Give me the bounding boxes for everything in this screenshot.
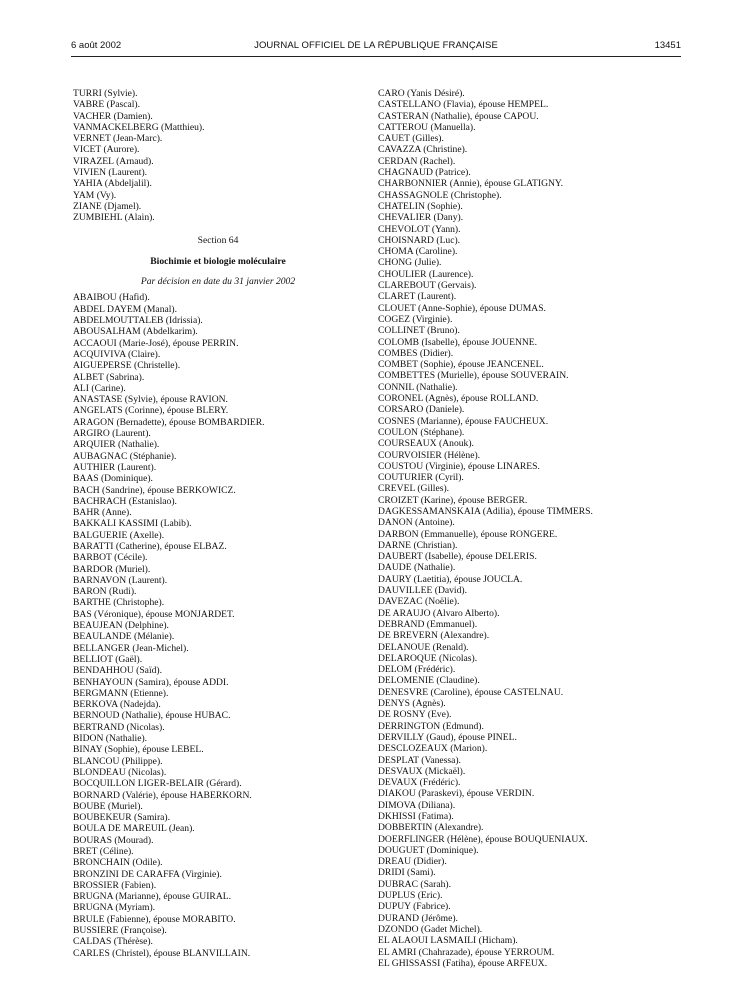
- name-entry: BERTRAND (Nicolas).: [73, 721, 165, 733]
- name-entry: BELLANGER (Jean-Michel).: [73, 642, 189, 654]
- decision-gap: [73, 267, 363, 276]
- name-entry: ARGIRO (Laurent).: [73, 428, 151, 440]
- name-entry: BRET (Céline).: [73, 846, 134, 857]
- name-entry: CHEVOLOT (Yann).: [378, 223, 461, 235]
- name-entry: COUSTOU (Virginie), épouse LINARES.: [378, 460, 540, 472]
- name-entry: CARO (Yanis Désiré).: [378, 88, 465, 99]
- name-entry: BERKOVA (Nadejda).: [73, 699, 161, 711]
- name-entry: DAUBERT (Isabelle), épouse DELERIS.: [378, 551, 537, 563]
- name-entry: DERVILLY (Gaud), épouse PINEL.: [378, 731, 517, 743]
- page-number: 13451: [654, 40, 681, 51]
- previous-section-name-list: [73, 88, 363, 224]
- name-entry: BARNAVON (Laurent).: [73, 574, 168, 586]
- section-title: Section 64: [197, 234, 239, 246]
- name-entry: TURRI (Sylvie).: [73, 88, 138, 99]
- name-entry: DELOM (Frédéric).: [378, 664, 456, 676]
- name-entry: CERDAN (Rachel).: [378, 155, 456, 167]
- name-entry: BOCQUILLON LIGER-BELAIR (Gérard).: [73, 778, 242, 790]
- name-entry: DAUVILLEE (David).: [378, 585, 467, 597]
- name-entry: BRULE (Fabienne), épouse MORABITO.: [73, 913, 236, 925]
- name-entry: VERNET (Jean-Marc).: [73, 133, 163, 145]
- section-subtitle: Biochimie et biologie moléculaire: [150, 255, 286, 267]
- name-entry: COMBET (Sophie), épouse JEANCENEL.: [378, 359, 544, 371]
- name-entry: COULON (Stéphane).: [378, 426, 465, 438]
- name-entry: ZUMBIEHL (Alain).: [73, 212, 155, 224]
- name-entry: CLOUET (Anne-Sophie), épouse DUMAS.: [378, 302, 546, 314]
- name-entry: DESVAUX (Mickaël).: [378, 765, 466, 777]
- name-entry: BRONZINI DE CARAFFA (Virginie).: [73, 868, 222, 880]
- name-entry: COMBETTES (Murielle), épouse SOUVERAIN.: [378, 370, 569, 382]
- subtitle-gap: [73, 246, 363, 256]
- decision-date: Par décision en date du 31 janvier 2002: [140, 276, 296, 288]
- name-entry: BLANCOU (Philippe).: [73, 755, 163, 767]
- name-entry: DERRINGTON (Edmund).: [378, 720, 484, 732]
- name-entry: ALBET (Sabrina).: [73, 371, 145, 383]
- name-entry: DE BREVERN (Alexandre).: [378, 630, 490, 642]
- name-entry: COURVOISIER (Hélène).: [378, 449, 481, 461]
- name-entry: BENDAHHOU (Saïd).: [73, 665, 162, 677]
- name-entry: BALGUERIE (Axelle).: [73, 529, 165, 541]
- name-entry: CAUET (Gilles).: [378, 133, 444, 145]
- name-entry: DEVAUX (Frédéric).: [378, 777, 461, 789]
- name-entry: DELOMENIE (Claudine).: [378, 675, 480, 687]
- header-rule: [71, 56, 681, 57]
- name-entry: ABOUSALHAM (Abdelkarim).: [73, 326, 198, 338]
- name-entry: BAKKALI KASSIMI (Labib).: [73, 518, 192, 530]
- name-entry: VICET (Aurore).: [73, 144, 140, 156]
- name-entry: DAURY (Laetitia), épouse JOUCLA.: [378, 573, 523, 585]
- name-entry: ABAIBOU (Hafid).: [73, 292, 150, 304]
- name-entry: ZIANE (Djamel).: [73, 200, 142, 212]
- name-entry: CHAGNAUD (Patrice).: [378, 167, 471, 179]
- page-header: [71, 40, 681, 54]
- left-column: [73, 88, 363, 959]
- name-entry: CHONG (Julie).: [378, 257, 442, 269]
- name-entry: BARDOR (Muriel).: [73, 563, 151, 575]
- name-entry: CORSARO (Daniele).: [378, 404, 465, 416]
- name-entry: VABRE (Pascal).: [73, 99, 140, 111]
- name-entry: DAUDE (Nathalie).: [378, 562, 456, 574]
- name-entry: VIRAZEL (Arnaud).: [73, 155, 154, 167]
- name-entry: DANON (Antoine).: [378, 517, 455, 529]
- name-entry: BIDON (Nathalie).: [73, 733, 148, 745]
- name-entry: ANASTASE (Sylvie), épouse RAVION.: [73, 394, 228, 406]
- name-entry: DE ROSNY (Eve).: [378, 709, 452, 721]
- name-entry: BARON (Rudi).: [73, 586, 137, 598]
- name-entry: DAGKESSAMANSKAIA (Adilia), épouse TIMMERS.: [378, 505, 593, 517]
- section-64-name-list: [73, 292, 363, 959]
- name-entry: BAS (Véronique), épouse MONJARDET.: [73, 608, 235, 620]
- name-entry: EL GHISSASSI (Fatiha), épouse ARFEUX.: [378, 957, 548, 969]
- name-entry: COGEZ (Virginie).: [378, 313, 453, 325]
- name-entry: BOULA DE MAREUIL (Jean).: [73, 823, 195, 835]
- name-entry: COMBES (Didier).: [378, 347, 454, 359]
- name-entry: VACHER (Damien).: [73, 110, 153, 122]
- name-entry: EL AMRI (Chahrazade), épouse YERROUM.: [378, 946, 555, 958]
- name-entry: CHOMA (Caroline).: [378, 246, 458, 258]
- name-entry: BUSSIERE (Françoise).: [73, 925, 167, 937]
- name-entry: CROIZET (Karine), épouse BERGER.: [378, 494, 528, 506]
- name-entry: DUPLUS (Eric).: [378, 890, 443, 902]
- name-entry: BERNOUD (Nathalie), épouse HUBAC.: [73, 710, 231, 722]
- name-entry: COLOMB (Isabelle), épouse JOUENNE.: [378, 336, 538, 348]
- journal-title: JOURNAL OFFICIEL DE LA RÉPUBLIQUE FRANÇAISE: [254, 40, 498, 51]
- name-entry: ARQUIER (Nathalie).: [73, 439, 160, 451]
- name-entry: DZONDO (Gadet Michel).: [378, 923, 483, 935]
- name-entry: DUBRAC (Sarah).: [378, 878, 452, 890]
- name-entry: BEAUJEAN (Delphine).: [73, 620, 169, 632]
- name-entry: VANMACKELBERG (Matthieu).: [73, 121, 205, 133]
- name-entry: ALI (Carine).: [73, 382, 126, 394]
- name-entry: COSNES (Marianne), épouse FAUCHEUX.: [378, 415, 549, 427]
- name-entry: ARAGON (Bernadette), épouse BOMBARDIER.: [73, 416, 265, 428]
- name-entry: BOUBEKEUR (Samira).: [73, 812, 170, 824]
- name-entry: DENYS (Agnès).: [378, 698, 446, 710]
- name-entry: DARNE (Christian).: [378, 539, 458, 551]
- name-entry: BOURAS (Mourad).: [73, 834, 154, 846]
- name-entry: COURSEAUX (Anouk).: [378, 438, 474, 450]
- name-entry: BRUGNA (Marianne), épouse GUIRAL.: [73, 891, 232, 903]
- name-entry: EL ALAOUI LASMAILI (Hicham).: [378, 935, 518, 947]
- name-entry: CASTELLANO (Flavia), épouse HEMPEL.: [378, 99, 549, 111]
- name-entry: DELAROQUE (Nicolas).: [378, 652, 478, 664]
- name-entry: DESPLAT (Vanessa).: [378, 754, 461, 766]
- name-entry: CHOISNARD (Luc).: [378, 234, 461, 246]
- name-entry: DOUGUET (Dominique).: [378, 844, 479, 856]
- name-entry: BLONDEAU (Nicolas).: [73, 766, 167, 778]
- name-entry: BINAY (Sophie), épouse LEBEL.: [73, 744, 204, 756]
- name-entry: CARLES (Christel), épouse BLANVILLAIN.: [73, 947, 251, 959]
- name-entry: DESCLOZEAUX (Marion).: [378, 743, 488, 755]
- name-entry: CHOULIER (Laurence).: [378, 268, 474, 280]
- name-entry: YAM (Vy).: [73, 189, 117, 201]
- name-entry: BROSSIER (Fabien).: [73, 879, 157, 891]
- name-entry: BARTHE (Christophe).: [73, 597, 165, 609]
- name-entry: DRIDI (Sami).: [378, 867, 436, 879]
- name-entry: COUTURIER (Cyril).: [378, 472, 464, 484]
- name-entry: DUPUY (Fabrice).: [378, 901, 451, 913]
- name-entry: DENESVRE (Caroline), épouse CASTELNAU.: [378, 686, 564, 698]
- name-entry: BRONCHAIN (Odile).: [73, 857, 163, 869]
- name-entry: CASTERAN (Nathalie), épouse CAPOU.: [378, 110, 539, 122]
- name-entry: BACHRACH (Estanislao).: [73, 495, 177, 507]
- name-entry: BARATTI (Catherine), épouse ELBAZ.: [73, 540, 227, 552]
- name-entry: DEBRAND (Emmanuel).: [378, 618, 478, 630]
- name-entry: VIVIEN (Laurent).: [73, 167, 148, 179]
- name-entry: DREAU (Didier).: [378, 856, 447, 868]
- name-entry: DARBON (Emmanuelle), épouse RONGERE.: [378, 528, 558, 540]
- name-entry: DAVEZAC (Noëlie).: [378, 596, 460, 608]
- header-date: 6 août 2002: [71, 40, 122, 51]
- name-entry: ABDEL DAYEM (Manal).: [73, 303, 178, 315]
- name-entry: BEAULANDE (Mélanie).: [73, 631, 175, 643]
- name-entry: BRUGNA (Myriam).: [73, 902, 156, 914]
- name-entry: BAAS (Dominique).: [73, 473, 153, 485]
- name-entry: ABDELMOUTTALEB (Idrissia).: [73, 315, 203, 327]
- name-entry: BAHR (Anne).: [73, 507, 132, 519]
- name-entry: ACCAOUI (Marie-José), épouse PERRIN.: [73, 337, 239, 349]
- name-entry: CHARBONNIER (Annie), épouse GLATIGNY.: [378, 178, 564, 190]
- name-entry: DKHISSI (Fatima).: [378, 811, 454, 822]
- name-entry: ACQUIVIVA (Claire).: [73, 348, 161, 360]
- name-entry: CLAREBOUT (Gervais).: [378, 280, 477, 292]
- name-entry: AUBAGNAC (Stéphanie).: [73, 450, 177, 462]
- name-entry: DE ARAUJO (Alvaro Alberto).: [378, 607, 500, 619]
- name-entry: BENHAYOUN (Samira), épouse ADDI.: [73, 676, 229, 688]
- name-entry: YAHIA (Abdeljalil).: [73, 178, 152, 190]
- name-entry: CHEVALIER (Dany).: [378, 212, 464, 224]
- name-entry: DIAKOU (Paraskevi), épouse VERDIN.: [378, 788, 535, 800]
- name-entry: DELANOUE (Renald).: [378, 641, 469, 653]
- right-column: [378, 88, 683, 969]
- section-gap: [73, 224, 363, 235]
- continued-name-list: [378, 88, 683, 969]
- name-entry: AUTHIER (Laurent).: [73, 461, 157, 473]
- name-entry: CREVEL (Gilles).: [378, 483, 450, 495]
- name-entry: CAVAZZA (Christine).: [378, 144, 468, 156]
- name-entry: CORONEL (Agnès), épouse ROLLAND.: [378, 393, 539, 405]
- name-entry: CATTEROU (Manuella).: [378, 121, 476, 133]
- name-entry: DURAND (Jérôme).: [378, 912, 458, 924]
- name-entry: BELLIOT (Gaël).: [73, 653, 143, 665]
- name-entry: CONNIL (Nathalie).: [378, 381, 458, 393]
- name-entry: BORNARD (Valérie), épouse HABERKORN.: [73, 789, 252, 801]
- name-entry: BARBOT (Cécile).: [73, 552, 148, 564]
- name-entry: CHATELIN (Sophie).: [378, 200, 463, 212]
- name-entry: CLARET (Laurent).: [378, 291, 457, 303]
- name-entry: COLLINET (Bruno).: [378, 325, 460, 337]
- name-entry: DOERFLINGER (Hélène), épouse BOUQUENIAUX.: [378, 833, 588, 845]
- name-entry: AIGUEPERSE (Christelle).: [73, 360, 181, 372]
- name-entry: CHASSAGNOLE (Christophe).: [378, 189, 502, 201]
- name-entry: BACH (Sandrine), épouse BERKOWICZ.: [73, 484, 236, 496]
- name-entry: ANGELATS (Corinne), épouse BLERY.: [73, 405, 229, 417]
- name-entry: DIMOVA (Diliana).: [378, 799, 456, 811]
- name-entry: BERGMANN (Etienne).: [73, 687, 169, 699]
- name-entry: BOUBE (Muriel).: [73, 800, 143, 812]
- name-entry: CALDAS (Thérèse).: [73, 936, 153, 948]
- name-entry: DOBBERTIN (Alexandre).: [378, 822, 484, 834]
